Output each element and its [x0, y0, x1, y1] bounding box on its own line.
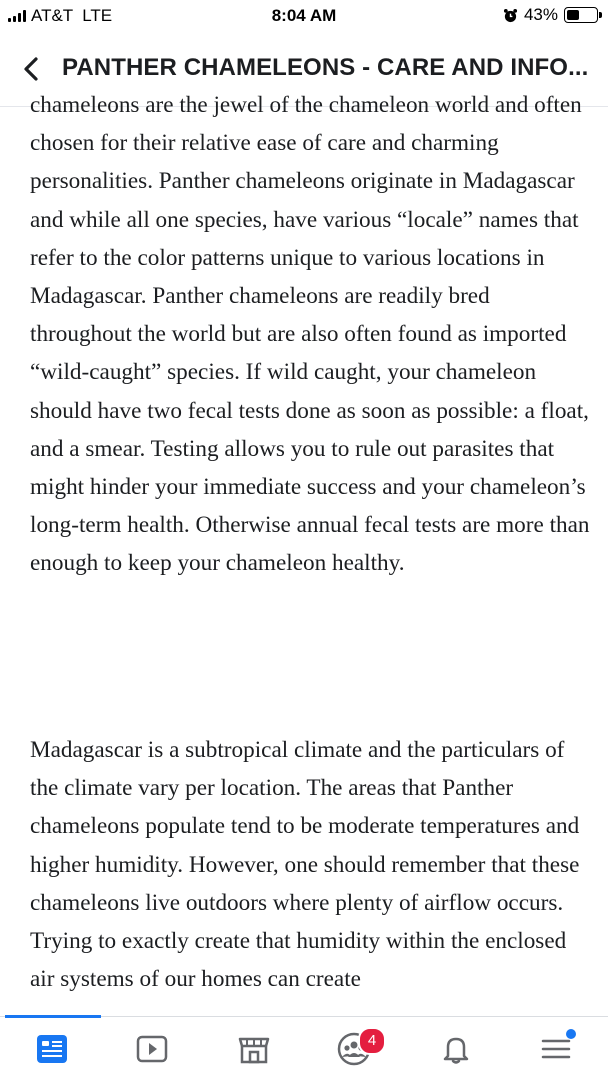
news-feed-icon: [34, 1031, 70, 1067]
tab-watch[interactable]: [112, 1017, 192, 1081]
tab-menu[interactable]: [516, 1017, 596, 1081]
status-bar: [0, 0, 608, 34]
carrier-label: AT&T: [31, 6, 74, 25]
bottom-tab-bar: [0, 1016, 608, 1081]
battery-fill: [567, 10, 579, 20]
back-button[interactable]: [14, 52, 54, 86]
article-content[interactable]: [0, 92, 608, 1016]
network-label: LTE: [82, 6, 113, 25]
watch-icon: [134, 1031, 170, 1067]
tab-groups[interactable]: [314, 1017, 394, 1081]
tab-marketplace[interactable]: [214, 1017, 294, 1081]
status-time: 8:04 AM: [271, 6, 337, 25]
battery-tip: [599, 12, 602, 18]
page-title: PANTHER CHAMELEONS - CARE AND INFO...: [62, 54, 589, 81]
battery-percent: 43%: [523, 5, 558, 24]
marketplace-icon: [236, 1031, 272, 1067]
groups-badge: 4: [358, 1027, 386, 1055]
bell-icon: [438, 1031, 474, 1067]
alarm-icon: [503, 8, 518, 23]
article-paragraph: chameleons are the jewel of the chameleon world and often chosen for their relative ease of care and charming personalities. Panther chameleons originate in Madagascar and while all one species, have various “locale” names that refer to the color patterns unique to various locations in Madagascar. Panther chameleons are readily bred throughout the world but are also often found as imported “wild-caught” species. If wild caught, your chameleon should have two fecal tests done as soon as possible: a float, and a smear. Testing allows you to rule out parasites that might hinder your immediate success and your chameleon’s long-term health. Otherwise annual fecal tests are more than enough to keep your chameleon healthy.: [30, 92, 590, 577]
chevron-left-icon: [14, 52, 54, 86]
status-right: [503, 5, 598, 25]
tab-news-feed[interactable]: [12, 1017, 92, 1081]
article-paragraph: Madagascar is a subtropical climate and the particulars of the climate vary per location. The areas that Panther chameleons populate tend to be moderate temperatures and higher humidity. However, one should remember that these chameleons live outdoors where plenty of airflow occurs. Trying to exactly create that humidity within the enclosed air systems of our homes can create: [30, 737, 580, 993]
tab-notifications[interactable]: [416, 1017, 496, 1081]
menu-notification-dot: [566, 1029, 576, 1039]
battery-icon: [564, 7, 598, 23]
